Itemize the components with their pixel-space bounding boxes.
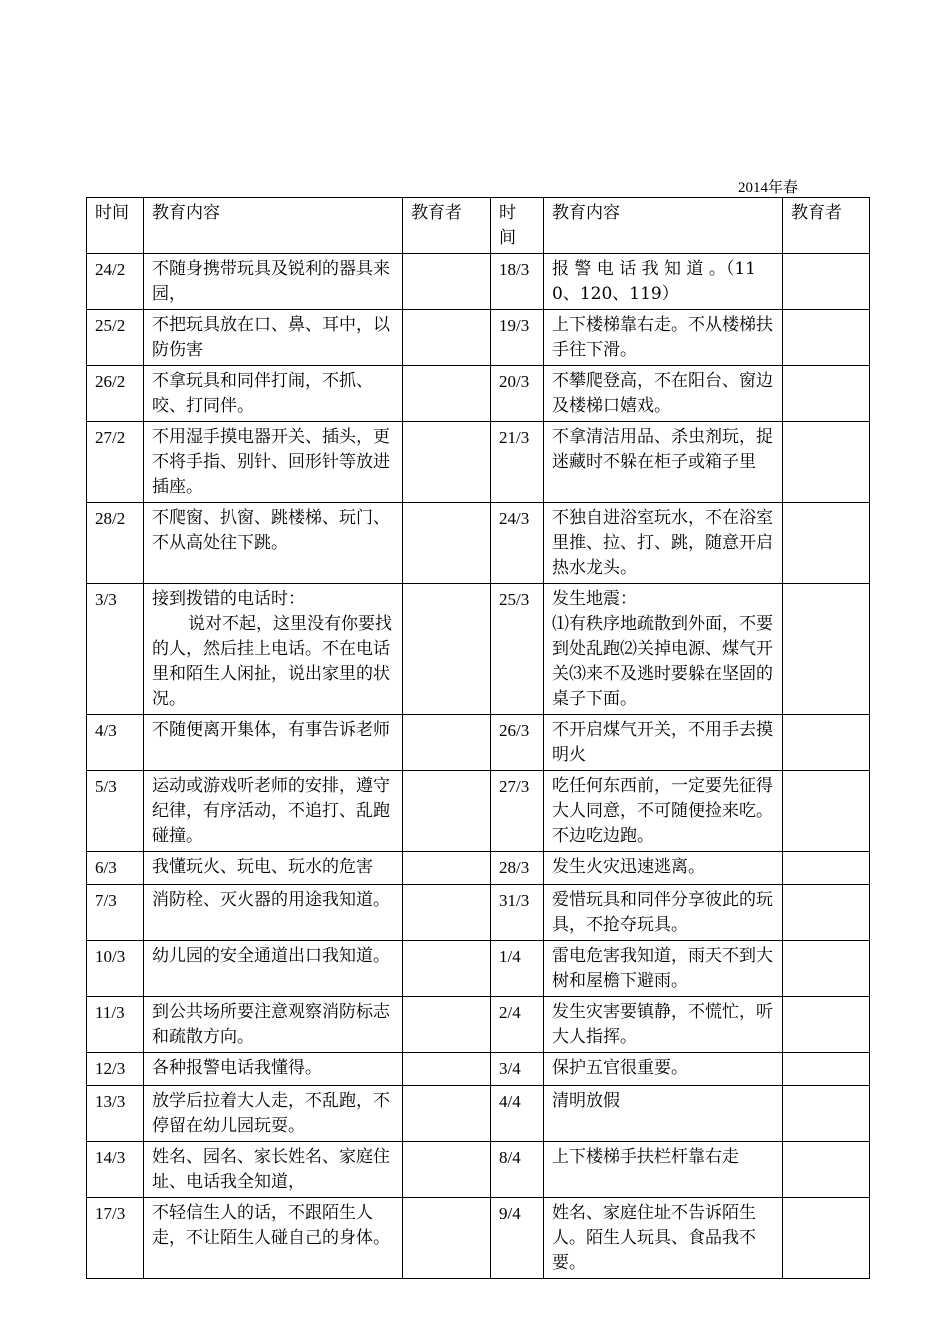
educator-cell xyxy=(403,1086,491,1142)
table-row xyxy=(87,1142,870,1198)
educator-cell xyxy=(783,941,870,997)
content-cell: 幼儿园的安全通道出口我知道。 xyxy=(144,941,403,997)
header-time-2: 时间 xyxy=(491,198,544,254)
educator-cell xyxy=(403,715,491,771)
date-cell: 19/3 xyxy=(491,310,544,366)
date-cell: 17/3 xyxy=(87,1198,144,1279)
header-content: 教育内容 xyxy=(144,198,403,254)
content-cell: 不拿玩具和同伴打闹，不抓、咬、打同伴。 xyxy=(144,366,403,422)
date-cell: 25/3 xyxy=(491,584,544,715)
content-cell: 姓名、家庭住址不告诉陌生人。陌生人玩具、食品我不要。 xyxy=(544,1198,783,1279)
content-cell xyxy=(144,584,403,715)
date-cell: 1/4 xyxy=(491,941,544,997)
safety-education-schedule xyxy=(86,197,870,1279)
content-line: 发生地震： xyxy=(552,589,637,609)
date-cell: 3/4 xyxy=(491,1053,544,1086)
educator-cell xyxy=(403,885,491,941)
table-row xyxy=(87,1198,870,1279)
date-cell: 14/3 xyxy=(87,1142,144,1198)
content-cell: 各种报警电话我懂得。 xyxy=(144,1053,403,1086)
table-row xyxy=(87,254,870,310)
table-header-row xyxy=(87,198,870,254)
content-cell: 吃任何东西前，一定要先征得大人同意，不可随便捡来吃。不边吃边跑。 xyxy=(544,771,783,852)
content-line: 接到拨错的电话时： xyxy=(152,589,305,609)
date-cell: 10/3 xyxy=(87,941,144,997)
content-cell: 我懂玩火、玩电、玩水的危害 xyxy=(144,852,403,885)
educator-cell xyxy=(403,1198,491,1279)
header-educator-2: 教育者 xyxy=(783,198,870,254)
table-row xyxy=(87,941,870,997)
content-cell: 不独自进浴室玩水，不在浴室里推、拉、打、跳，随意开启热水龙头。 xyxy=(544,503,783,584)
date-cell: 24/3 xyxy=(491,503,544,584)
educator-cell xyxy=(783,310,870,366)
date-cell: 27/2 xyxy=(87,422,144,503)
educator-cell xyxy=(783,1198,870,1279)
educator-cell xyxy=(783,771,870,852)
content-cell: 不随便离开集体，有事告诉老师 xyxy=(144,715,403,771)
educator-cell xyxy=(403,771,491,852)
date-cell: 12/3 xyxy=(87,1053,144,1086)
table-row xyxy=(87,310,870,366)
table-row xyxy=(87,885,870,941)
date-cell: 13/3 xyxy=(87,1086,144,1142)
date-cell: 25/2 xyxy=(87,310,144,366)
date-cell: 24/2 xyxy=(87,254,144,310)
content-cell: 放学后拉着大人走，不乱跑，不停留在幼儿园玩耍。 xyxy=(144,1086,403,1142)
date-cell: 26/3 xyxy=(491,715,544,771)
educator-cell xyxy=(783,715,870,771)
table-row xyxy=(87,715,870,771)
educator-cell xyxy=(403,310,491,366)
table-row xyxy=(87,1086,870,1142)
date-cell: 27/3 xyxy=(491,771,544,852)
header-time: 时间 xyxy=(87,198,144,254)
table-row xyxy=(87,422,870,503)
header-content-2: 教育内容 xyxy=(544,198,783,254)
educator-cell xyxy=(403,1053,491,1086)
date-cell: 28/3 xyxy=(491,852,544,885)
content-cell: 不随身携带玩具及锐利的器具来园， xyxy=(144,254,403,310)
date-cell: 21/3 xyxy=(491,422,544,503)
table-row xyxy=(87,771,870,852)
content-cell: 上下楼梯手扶栏杆靠右走 xyxy=(544,1142,783,1198)
date-cell: 3/3 xyxy=(87,584,144,715)
educator-cell xyxy=(783,254,870,310)
content-cell: 不攀爬登高，不在阳台、窗边及楼梯口嬉戏。 xyxy=(544,366,783,422)
date-cell: 20/3 xyxy=(491,366,544,422)
content-line: ⑴有秩序地疏散到外面，不要到处乱跑⑵关掉电源、煤气开关⑶来不及逃时要躲在坚固的桌子下面。 xyxy=(552,614,773,709)
content-cell: 不把玩具放在口、鼻、耳中，以防伤害 xyxy=(144,310,403,366)
content-cell: 报 警 电 话 我 知 道 。（110、120、119） xyxy=(544,254,783,310)
content-cell: 发生灾害要镇静，不慌忙，听大人指挥。 xyxy=(544,997,783,1053)
content-line: 说对不起，这里没有你要找的人，然后挂上电话。不在电话里和陌生人闲扯，说出家里的状况。 xyxy=(152,614,392,709)
date-cell: 9/4 xyxy=(491,1198,544,1279)
content-cell: 姓名、园名、家长姓名、家庭住址、电话我全知道， xyxy=(144,1142,403,1198)
table-row xyxy=(87,852,870,885)
educator-cell xyxy=(403,852,491,885)
content-cell: 不用湿手摸电器开关、插头，更不将手指、别针、回形针等放进插座。 xyxy=(144,422,403,503)
content-cell: 爱惜玩具和同伴分享彼此的玩具，不抢夺玩具。 xyxy=(544,885,783,941)
educator-cell xyxy=(403,997,491,1053)
date-cell: 7/3 xyxy=(87,885,144,941)
educator-cell xyxy=(403,503,491,584)
educator-cell xyxy=(403,422,491,503)
educator-cell xyxy=(783,1142,870,1198)
content-cell: 保护五官很重要。 xyxy=(544,1053,783,1086)
educator-cell xyxy=(783,1053,870,1086)
season-label: 2014年春 xyxy=(738,180,799,196)
date-cell: 28/2 xyxy=(87,503,144,584)
educator-cell xyxy=(403,941,491,997)
content-cell: 运动或游戏听老师的安排，遵守纪律，有序活动，不追打、乱跑碰撞。 xyxy=(144,771,403,852)
content-cell: 到公共场所要注意观察消防标志和疏散方向。 xyxy=(144,997,403,1053)
date-cell: 8/4 xyxy=(491,1142,544,1198)
header-educator: 教育者 xyxy=(403,198,491,254)
date-cell: 11/3 xyxy=(87,997,144,1053)
content-cell: 不轻信生人的话，不跟陌生人走，不让陌生人碰自己的身体。 xyxy=(144,1198,403,1279)
content-cell xyxy=(544,584,783,715)
content-cell: 发生火灾迅速逃离。 xyxy=(544,852,783,885)
educator-cell xyxy=(783,366,870,422)
content-cell: 不开启煤气开关，不用手去摸明火 xyxy=(544,715,783,771)
table-row xyxy=(87,1053,870,1086)
content-cell: 不爬窗、扒窗、跳楼梯、玩门、不从高处往下跳。 xyxy=(144,503,403,584)
date-cell: 6/3 xyxy=(87,852,144,885)
table-row xyxy=(87,997,870,1053)
educator-cell xyxy=(783,1086,870,1142)
educator-cell xyxy=(783,997,870,1053)
date-cell: 5/3 xyxy=(87,771,144,852)
content-cell: 上下楼梯靠右走。不从楼梯扶手往下滑。 xyxy=(544,310,783,366)
date-cell: 26/2 xyxy=(87,366,144,422)
educator-cell xyxy=(783,422,870,503)
educator-cell xyxy=(783,503,870,584)
content-cell: 不拿清洁用品、杀虫剂玩，捉迷藏时不躲在柜子或箱子里 xyxy=(544,422,783,503)
date-cell: 4/3 xyxy=(87,715,144,771)
date-cell: 18/3 xyxy=(491,254,544,310)
date-cell: 2/4 xyxy=(491,997,544,1053)
educator-cell xyxy=(403,254,491,310)
date-cell: 31/3 xyxy=(491,885,544,941)
educator-cell xyxy=(403,1142,491,1198)
educator-cell xyxy=(783,885,870,941)
educator-cell xyxy=(403,366,491,422)
date-cell: 4/4 xyxy=(491,1086,544,1142)
content-cell: 雷电危害我知道，雨天不到大树和屋檐下避雨。 xyxy=(544,941,783,997)
content-cell: 清明放假 xyxy=(544,1086,783,1142)
educator-cell xyxy=(783,852,870,885)
educator-cell xyxy=(783,584,870,715)
educator-cell xyxy=(403,584,491,715)
table-row xyxy=(87,366,870,422)
table-row xyxy=(87,584,870,715)
table-row xyxy=(87,503,870,584)
content-cell: 消防栓、灭火器的用途我知道。 xyxy=(144,885,403,941)
